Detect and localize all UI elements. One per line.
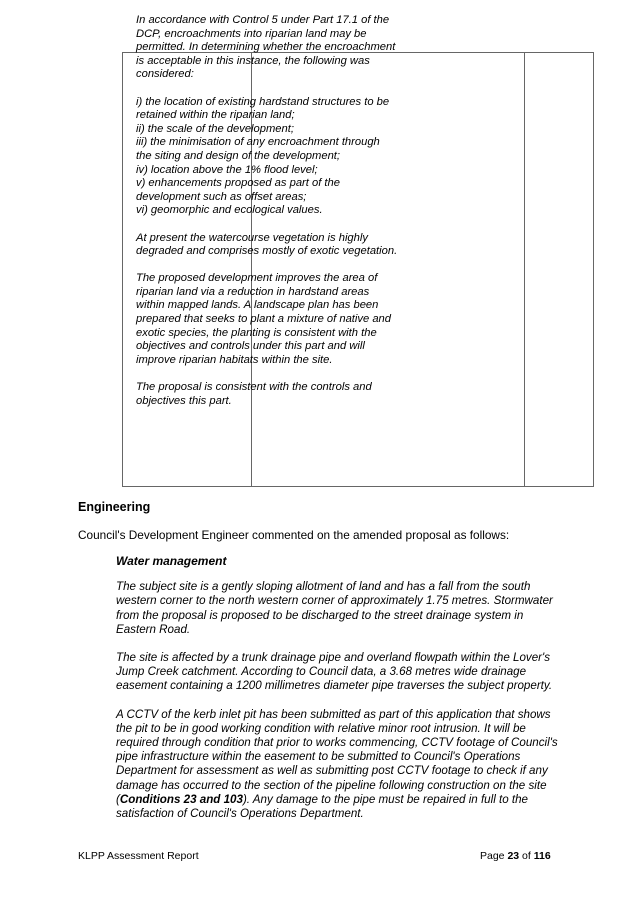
engineer-comments (116, 554, 566, 835)
paragraph (116, 708, 566, 822)
page-of: of (519, 850, 534, 862)
section-intro: Council's Development Engineer commented on the amended proposal as follows: (78, 528, 510, 542)
cell-paragraph-landscape: The proposed development improves the area of riparian land via a reduction in hardstand areas within mapped lands. A landscape plan has been prepared that seeks to plant a mixture of native and exotic species, the planting is consistent with the objectives and controls under this part and will improve riparian habitats within the site. (136, 272, 391, 366)
list-item: iv) location above the 1% flood level; (136, 163, 318, 176)
footer-report-title: KLPP Assessment Report (78, 850, 199, 862)
list-item: ii) the scale of the development; (136, 122, 294, 135)
table-right-column (524, 53, 593, 486)
section-heading: Engineering (78, 500, 151, 514)
paragraph-text: A CCTV of the kerb inlet pit has been submitted as part of this application that shows the pit to be in good working condition with relative minor root intrusion. It will be required through condition that prior to works commencing, CCTV footage of Council's pipe infrastructure within the easement to be submitted to Council's Operations Department for assessment as well as submitting post CCTV footage to check if any damage has occurred to the section of the pipeline following construction on the site ( (116, 707, 558, 806)
page-total: 116 (533, 850, 551, 862)
footer-page-number (480, 850, 551, 862)
list-item: iii) the minimisation of any encroachment through the siting and design of the development; (136, 136, 380, 162)
paragraph-text: ). Any damage to the pipe must be repaired in full to the satisfaction of Council's Operations Department. (116, 792, 529, 821)
cell-paragraph-vegetation: At present the watercourse vegetation is highly degraded and comprises mostly of exotic vegetation. (136, 231, 398, 258)
paragraph: The site is affected by a trunk drainage pipe and overland flowpath within the Lover's Jump Creek catchment. According to Council data, a 3.68 metres wide drainage easement containing a 1200 millimetres diameter pipe traverses the subject property. (116, 651, 553, 693)
list-item: vi) geomorphic and ecological values. (136, 204, 323, 217)
list-item: i) the location of existing hardstand structures to be retained within the riparian land; (136, 95, 390, 122)
subheading: Water management (116, 554, 227, 568)
page-current: 23 (507, 850, 520, 862)
cell-paragraph-intro: In accordance with Control 5 under Part 17.1 of the DCP, encroachments into riparian land may be permitted. In determining whether the encroachment is acceptable in this instance, the following was considered: (136, 14, 396, 81)
page-prefix: Page (480, 850, 508, 862)
table-comment-cell (136, 14, 398, 422)
list-item: v) enhancements proposed as part of the development such as offset areas; (136, 177, 340, 203)
paragraph: The subject site is a gently sloping allotment of land and has a fall from the south western corner to the north western corner of approximately 1.75 metres. Stormwater from the proposal is proposed to be discharged to the street drainage system in Eastern Road. (116, 580, 553, 636)
conditions-reference: Conditions 23 and 103 (119, 792, 243, 806)
cell-paragraph-conclusion: The proposal is consistent with the controls and objectives this part. (136, 381, 372, 407)
considerations-list (136, 96, 398, 218)
